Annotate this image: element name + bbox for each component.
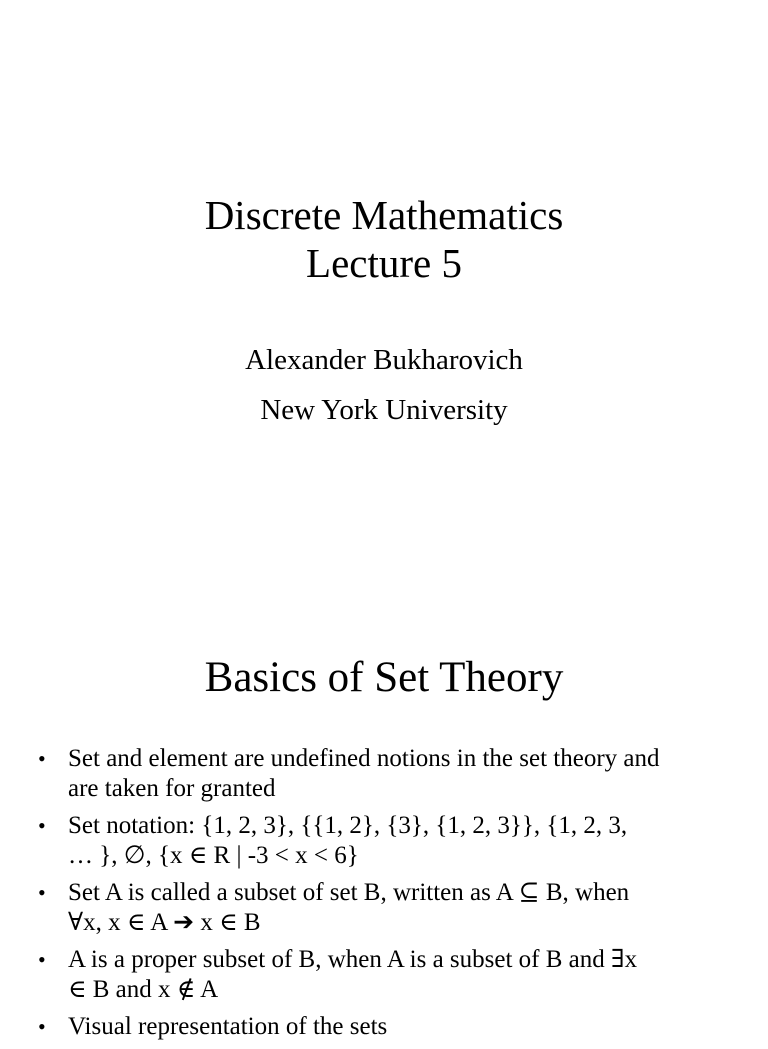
list-item bbox=[38, 1012, 738, 1042]
slide-set-theory bbox=[0, 594, 768, 1040]
bullet-text-line: Set A is called a subset of set B, written as A ⊆ B, when bbox=[68, 879, 630, 906]
bullet-text-line: ∈ B and x ∉ A bbox=[68, 976, 219, 1003]
bullet-text-line: Visual representation of the sets bbox=[68, 1013, 388, 1040]
institution-name: New York University bbox=[260, 394, 508, 426]
bullet-text-line: Set notation: {1, 2, 3}, {{1, 2}, {3}, {1, 2, 3}}, {1, 2, 3, bbox=[68, 812, 628, 839]
list-item bbox=[38, 945, 738, 1005]
course-title: Discrete Mathematics bbox=[204, 192, 564, 238]
bullet-text-line: are taken for granted bbox=[68, 775, 276, 802]
list-item bbox=[38, 744, 738, 804]
bullet-marker: • bbox=[38, 1014, 46, 1039]
bullet-text-line: … }, ∅, {x ∈ R | -3 < x < 6} bbox=[68, 842, 359, 869]
bullet-text-line: Set and element are undefined notions in the set theory and bbox=[68, 745, 660, 772]
bullet-list bbox=[38, 744, 738, 1049]
author-name: Alexander Bukharovich bbox=[245, 344, 523, 376]
list-item bbox=[38, 811, 738, 871]
lecture-title bbox=[0, 191, 768, 287]
slide-heading: Basics of Set Theory bbox=[204, 654, 564, 701]
lecture-number: Lecture 5 bbox=[306, 240, 462, 286]
bullet-marker: • bbox=[38, 746, 46, 771]
bullet-text-line: A is a proper subset of B, when A is a subset of B and ∃x bbox=[68, 946, 638, 973]
author-block bbox=[0, 335, 768, 435]
bullet-marker: • bbox=[38, 880, 46, 905]
bullet-marker: • bbox=[38, 947, 46, 972]
bullet-text-line: ∀x, x ∈ A ➔ x ∈ B bbox=[68, 909, 261, 936]
list-item bbox=[38, 878, 738, 938]
bullet-marker: • bbox=[38, 813, 46, 838]
